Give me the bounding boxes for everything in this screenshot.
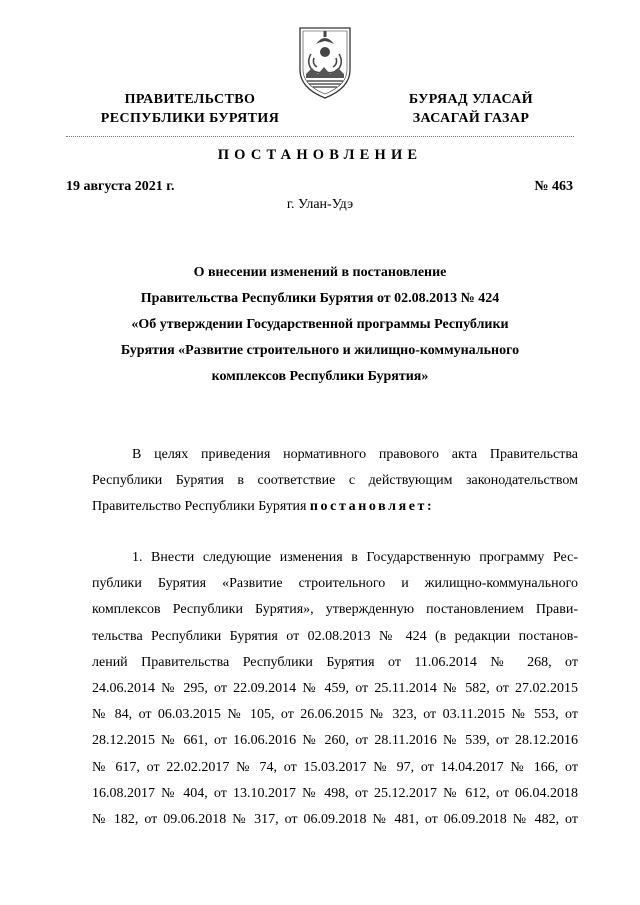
paragraph-line: тельства Республики Бурятия от 02.08.2013 № 424 (в редакции постанов- bbox=[92, 628, 578, 644]
paragraph-line-text: Правительство Республики Бурятия bbox=[92, 499, 307, 515]
document-subject bbox=[100, 260, 540, 390]
preamble-paragraph bbox=[92, 442, 578, 521]
header-right-line1: БУРЯАД УЛАСАЙ bbox=[408, 92, 534, 107]
document-title: ПОСТАНОВЛЕНИЕ bbox=[217, 147, 423, 163]
header-left-line1: ПРАВИТЕЛЬСТВО bbox=[124, 92, 256, 107]
paragraph-line: № 182, от 09.06.2018 № 317, от 06.09.2018 № 481, от 06.09.2018 № 482, от bbox=[92, 811, 578, 827]
document-date: 19 августа 2021 г. bbox=[66, 179, 175, 194]
paragraph-line: 28.12.2015 № 661, от 16.06.2016 № 260, от 28.11.2016 № 539, от 28.12.2016 bbox=[92, 733, 578, 749]
subject-line: «Об утверждении Государственной программы Республики bbox=[131, 317, 509, 332]
header-left bbox=[85, 90, 295, 128]
paragraph-line: комплексов Республики Бурятия», утвержденную постановлением Прави- bbox=[92, 602, 578, 618]
paragraph-line: Республики Бурятия в соответствие с действующим законодательством bbox=[92, 473, 578, 489]
coat-of-arms-emblem-icon bbox=[294, 22, 356, 100]
paragraph-line: 1. Внести следующие изменения в Государственную программу Рес- bbox=[132, 550, 578, 565]
header-right bbox=[392, 90, 550, 128]
subject-line: О внесении изменений в постановление bbox=[193, 265, 447, 280]
subject-line: комплексов Республики Бурятия» bbox=[211, 369, 429, 384]
clause-1-paragraph bbox=[92, 545, 578, 833]
paragraph-line: 16.08.2017 № 404, от 13.10.2017 № 498, от 25.12.2017 № 612, от 06.04.2018 bbox=[92, 785, 578, 801]
paragraph-line: № 84, от 06.03.2015 № 105, от 26.06.2015 № 323, от 03.11.2015 № 553, от bbox=[92, 707, 578, 723]
paragraph-line: В целях приведения нормативного правового акта Правительства bbox=[132, 447, 578, 462]
paragraph-line: 24.06.2014 № 295, от 22.09.2014 № 459, от 25.11.2014 № 582, от 27.02.2015 bbox=[92, 680, 578, 696]
header-left-line2: РЕСПУБЛИКИ БУРЯТИЯ bbox=[100, 111, 280, 126]
document-city: г. Улан-Удэ bbox=[286, 197, 354, 212]
paragraph-line bbox=[92, 494, 578, 520]
header-divider bbox=[66, 136, 574, 137]
document-number: № 463 bbox=[534, 179, 573, 194]
subject-line: Правительства Республики Бурятия от 02.08.2013 № 424 bbox=[140, 291, 500, 306]
paragraph-line: лений Правительства Республики Бурятия от 11.06.2014 № 268, от bbox=[92, 654, 578, 670]
header-right-line2: ЗАСАГАЙ ГАЗАР bbox=[412, 111, 530, 126]
paragraph-line: № 617, от 22.02.2017 № 74, от 15.03.2017 № 97, от 14.04.2017 № 166, от bbox=[92, 759, 578, 775]
subject-line: Бурятия «Развитие строительного и жилищно-коммунального bbox=[120, 343, 520, 358]
resolves-emphasis: постановляет: bbox=[309, 499, 435, 515]
paragraph-line: публики Бурятия «Развитие строительного и жилищно-коммунального bbox=[92, 576, 578, 592]
